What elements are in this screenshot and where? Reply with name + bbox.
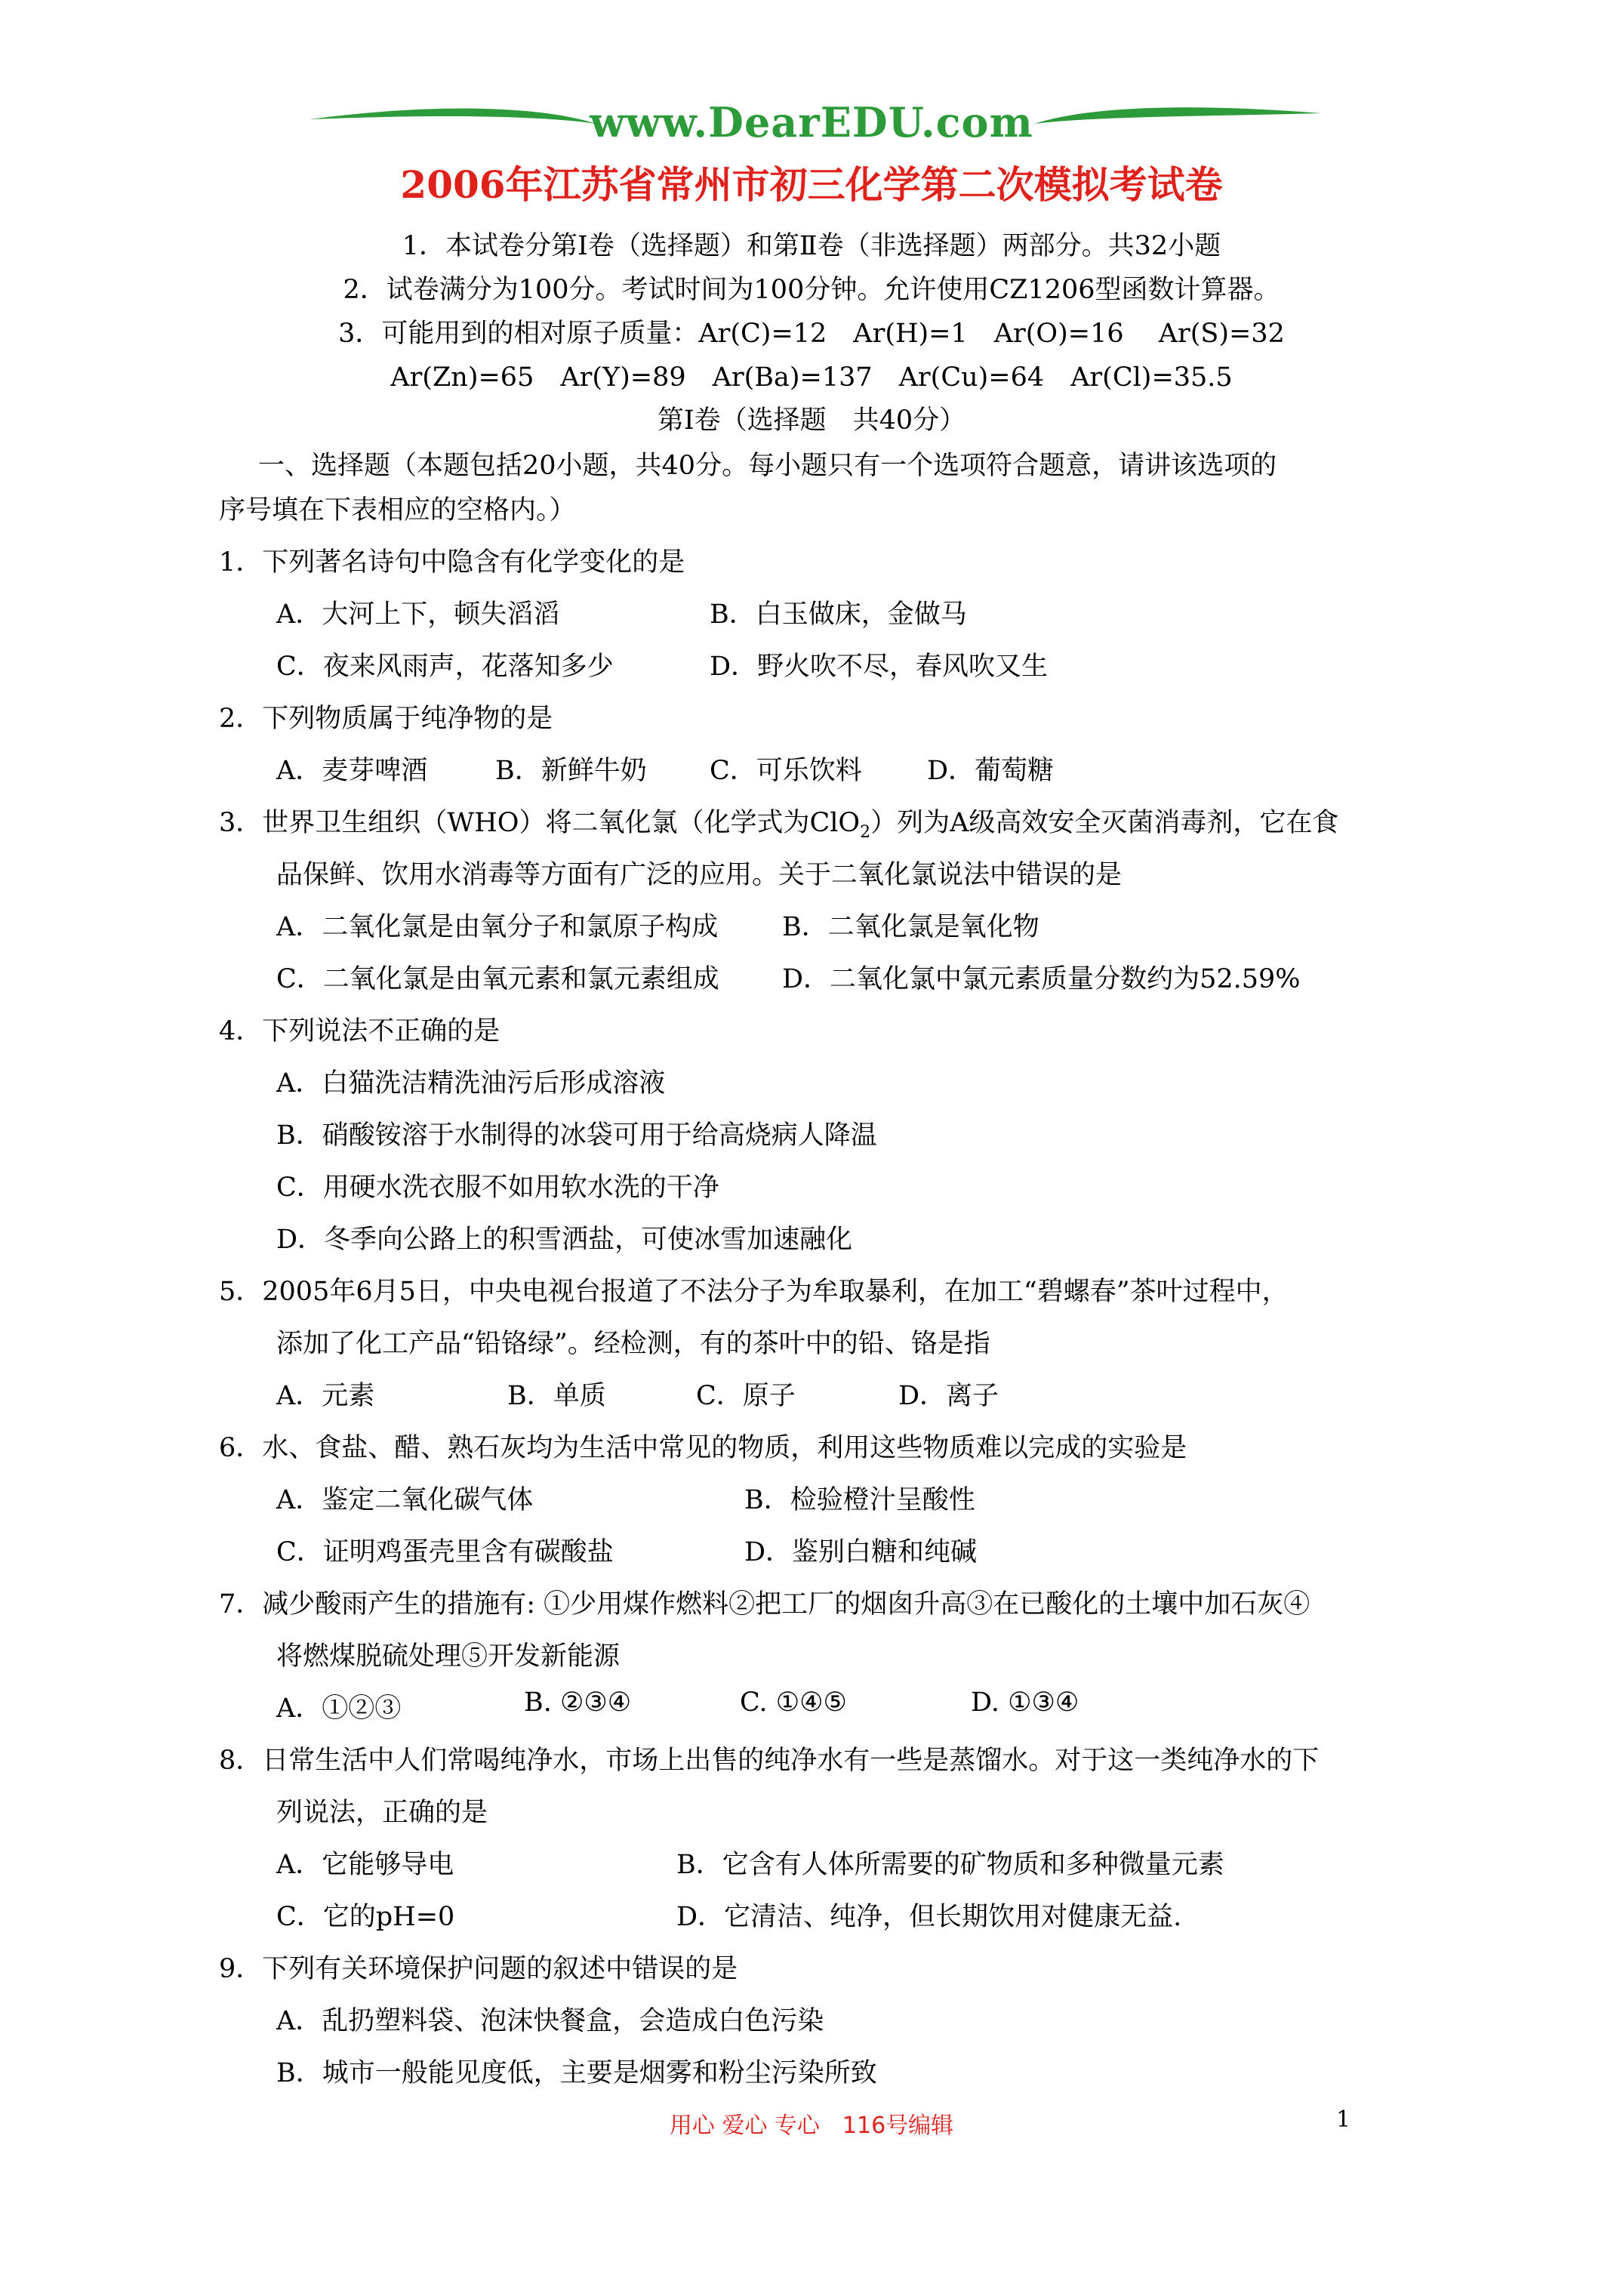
question-3-option-b: B．二氧化氯是氧化物 bbox=[782, 912, 1039, 942]
question-8-stem-line-1: 8．日常生活中人们常喝纯净水，市场上出售的纯净水有一些是蒸馏水。对于这一类纯净水的下 bbox=[219, 1746, 1320, 1776]
question-6-stem: 6．水、食盐、醋、熟石灰均为生活中常见的物质，利用这些物质难以完成的实验是 bbox=[219, 1433, 1187, 1463]
instruction-line-1: 一、选择题（本题包括20小题，共40分。每小题只有一个选项符合题意，请讲该选项的 bbox=[258, 451, 1277, 481]
question-5-option-d: D．离子 bbox=[898, 1381, 999, 1411]
question-2-option-c: C．可乐饮料 bbox=[710, 756, 862, 786]
question-3-stem-line-1 bbox=[219, 802, 1338, 842]
question-7-stem-line-1: 7．减少酸雨产生的措施有: ①少用煤作燃料②把工厂的烟囱升高③在已酸化的土壤中加石灰④ bbox=[219, 1589, 1310, 1620]
question-8-stem-line-2: 列说法，正确的是 bbox=[276, 1798, 488, 1828]
question-8-option-b: B．它含有人体所需要的矿物质和多种微量元素 bbox=[676, 1850, 1224, 1880]
question-1-option-a: A．大河上下，顿失滔滔 bbox=[276, 599, 560, 630]
page-footer: 用心 爱心 专心 116号编辑 bbox=[669, 2113, 954, 2139]
question-7-option-c: C. ①④⑤ bbox=[740, 1687, 847, 1718]
note-2: 2．试卷满分为100分。考试时间为100分钟。允许使用CZ1206型函数计算器。 bbox=[343, 275, 1280, 305]
question-8-option-c: C．它的pH=0 bbox=[276, 1902, 455, 1932]
question-4-stem: 4．下列说法不正确的是 bbox=[219, 1016, 500, 1046]
question-9-option-b: B．城市一般能见度低，主要是烟雾和粉尘污染所致 bbox=[276, 2058, 877, 2088]
question-3-option-c: C．二氧化氯是由氧元素和氯元素组成 bbox=[276, 964, 719, 994]
question-7-option-d: D. ①③④ bbox=[971, 1687, 1079, 1718]
question-4-option-a: A．白猫洗洁精洗油污后形成溶液 bbox=[276, 1068, 666, 1099]
question-3-stem-part-2: ）列为A级高效安全灭菌消毒剂，它在食 bbox=[870, 808, 1339, 838]
question-5-stem-line-2: 添加了化工产品“铅铬绿”。经检测，有的茶叶中的铅、铬是指 bbox=[276, 1329, 990, 1359]
question-3-option-d: D．二氧化氯中氯元素质量分数约为52.59% bbox=[782, 964, 1301, 994]
question-7-option-a: A．①②③ bbox=[276, 1693, 402, 1724]
question-5-option-a: A．元素 bbox=[276, 1381, 375, 1411]
section-title: 第Ⅰ卷（选择题 共40分） bbox=[657, 405, 966, 436]
question-4-option-d: D．冬季向公路上的积雪洒盐，可使冰雪加速融化 bbox=[276, 1225, 853, 1255]
page-number: 1 bbox=[1336, 2106, 1351, 2133]
question-7-option-b: B. ②③④ bbox=[524, 1687, 632, 1718]
question-6-option-b: B．检验橙汁呈酸性 bbox=[744, 1485, 975, 1515]
question-1-option-d: D．野火吹不尽，春风吹又生 bbox=[710, 652, 1049, 682]
question-2-option-d: D．葡萄糖 bbox=[927, 756, 1055, 786]
question-5-option-c: C．原子 bbox=[696, 1381, 796, 1411]
question-6-option-a: A．鉴定二氧化碳气体 bbox=[276, 1485, 534, 1515]
question-9-option-a: A．乱扔塑料袋、泡沫快餐盒，会造成白色污染 bbox=[276, 2006, 824, 2036]
question-3-subscript: 2 bbox=[860, 823, 871, 842]
question-9-stem: 9．下列有关环境保护问题的叙述中错误的是 bbox=[219, 1954, 738, 1984]
question-8-option-a: A．它能够导电 bbox=[276, 1850, 454, 1880]
question-1-option-b: B．白玉做床，金做马 bbox=[710, 599, 967, 630]
site-banner: www.DearEDU.com bbox=[590, 98, 1033, 146]
question-5-option-b: B．单质 bbox=[507, 1381, 606, 1411]
question-7-stem-line-2: 将燃煤脱硫处理⑤开发新能源 bbox=[276, 1641, 621, 1672]
exam-title: 2006年江苏省常州市初三化学第二次模拟考试卷 bbox=[400, 162, 1223, 207]
question-6-option-c: C．证明鸡蛋壳里含有碳酸盐 bbox=[276, 1537, 614, 1567]
question-1-option-c: C．夜来风雨声，花落知多少 bbox=[276, 652, 614, 682]
question-3-option-a: A．二氧化氯是由氧分子和氯原子构成 bbox=[276, 912, 719, 942]
question-2-option-b: B．新鲜牛奶 bbox=[495, 756, 647, 786]
question-4-option-c: C．用硬水洗衣服不如用软水洗的干净 bbox=[276, 1173, 719, 1203]
note-1: 1．本试卷分第Ⅰ卷（选择题）和第Ⅱ卷（非选择题）两部分。共32小题 bbox=[402, 231, 1221, 261]
question-1-stem: 1．下列著名诗句中隐含有化学变化的是 bbox=[219, 547, 685, 578]
note-4: Ar(Zn)=65 Ar(Y)=89 Ar(Ba)=137 Ar(Cu)=64 Ar(Cl)=35.5 bbox=[390, 362, 1233, 393]
question-4-option-b: B．硝酸铵溶于水制得的冰袋可用于给高烧病人降温 bbox=[276, 1120, 877, 1151]
question-5-stem-line-1: 5．2005年6月5日，中央电视台报道了不法分子为牟取暴利，在加工“碧螺春”茶叶过程中， bbox=[219, 1277, 1289, 1307]
question-2-stem: 2．下列物质属于纯净物的是 bbox=[219, 704, 553, 734]
question-3-stem-line-2: 品保鲜、饮用水消毒等方面有广泛的应用。关于二氧化氯说法中错误的是 bbox=[276, 860, 1123, 890]
instruction-line-2: 序号填在下表相应的空格内。） bbox=[219, 495, 576, 525]
note-3: 3．可能用到的相对原子质量：Ar(C)=12 Ar(H)=1 Ar(O)=16 Ar(S)=32 bbox=[338, 319, 1285, 349]
question-8-option-d: D．它清洁、纯净，但长期饮用对健康无益. bbox=[676, 1902, 1182, 1932]
question-3-stem-part-1: 3．世界卫生组织（WHO）将二氧化氯（化学式为ClO bbox=[219, 808, 861, 838]
question-2-option-a: A．麦芽啤酒 bbox=[276, 756, 428, 786]
question-6-option-d: D．鉴别白糖和纯碱 bbox=[744, 1537, 978, 1567]
